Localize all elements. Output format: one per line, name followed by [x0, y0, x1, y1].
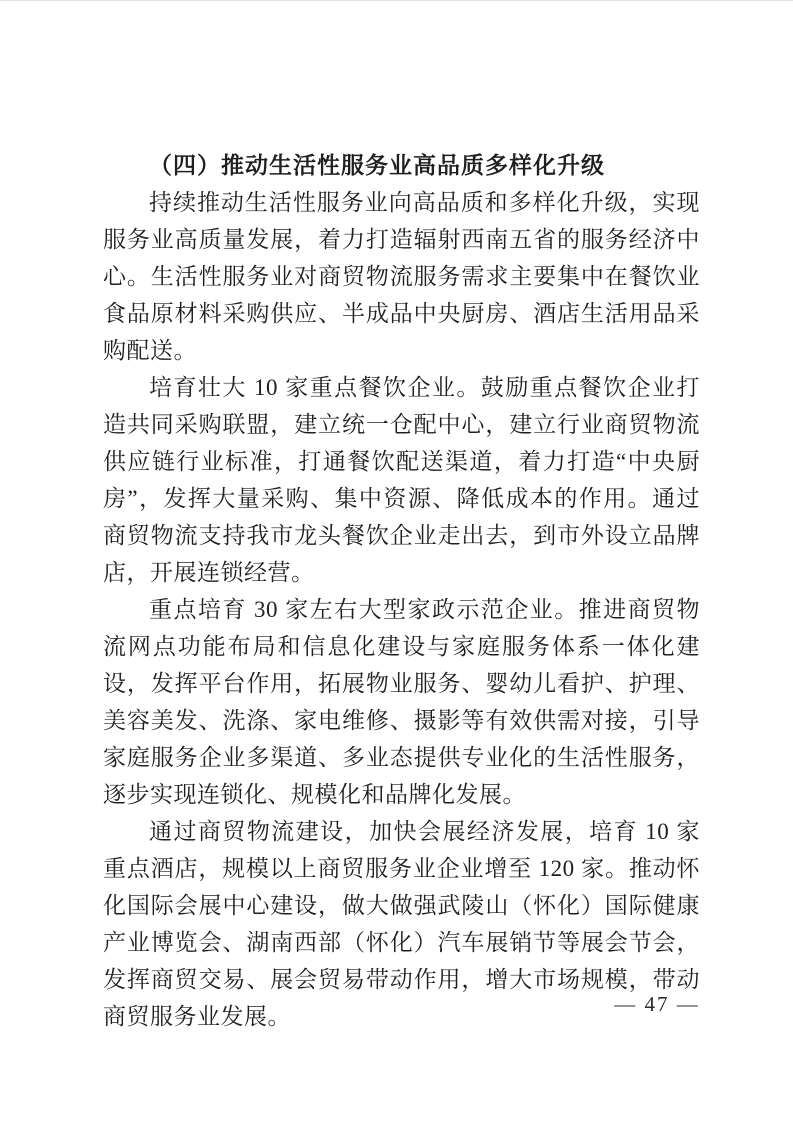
page-number: — 47 — — [614, 992, 700, 1016]
section-heading: （四）推动生活性服务业高品质多样化升级 — [149, 153, 605, 178]
paragraph-1: 持续推动生活性服务业向高品质和多样化升级，实现服务业高质量发展，着力打造辐射西南五省的服务经济中心。生活性服务业对商贸物流服务需求主要集中在餐饮业食品原材料采购供应、半成品中央厨房、酒店生活用品采购配送。 — [103, 190, 700, 363]
paragraph-2: 培育壮大 10 家重点餐饮企业。鼓励重点餐饮企业打造共同采购联盟，建立统一仓配中心，建立行业商贸物流供应链行业标准，打通餐饮配送渠道，着力打造“中央厨房”，发挥大量采购、集中资源、降低成本的作用。通过商贸物流支持我市龙头餐饮企业走出去，到市外设立品牌店，开展连锁经营。 — [103, 375, 700, 585]
paragraph-4: 通过商贸物流建设，加快会展经济发展，培育 10 家重点酒店，规模以上商贸服务业企业增至 120 家。推动怀化国际会展中心建设，做大做强武陵山（怀化）国际健康产业博览会、湖南西部（怀化）汽车展销节等展会节会，发挥商贸交易、展会贸易带动作用，增大市场规模，带动商贸服务业发展。 — [103, 819, 700, 1029]
paragraph-3: 重点培育 30 家左右大型家政示范企业。推进商贸物流网点功能布局和信息化建设与家庭服务体系一体化建设，发挥平台作用，拓展物业服务、婴幼儿看护、护理、美容美发、洗涤、家电维修、摄影等有效供需对接，引导家庭服务企业多渠道、多业态提供专业化的生活性服务，逐步实现连锁化、规模化和品牌化发展。 — [103, 597, 700, 807]
page-content — [103, 147, 700, 1035]
